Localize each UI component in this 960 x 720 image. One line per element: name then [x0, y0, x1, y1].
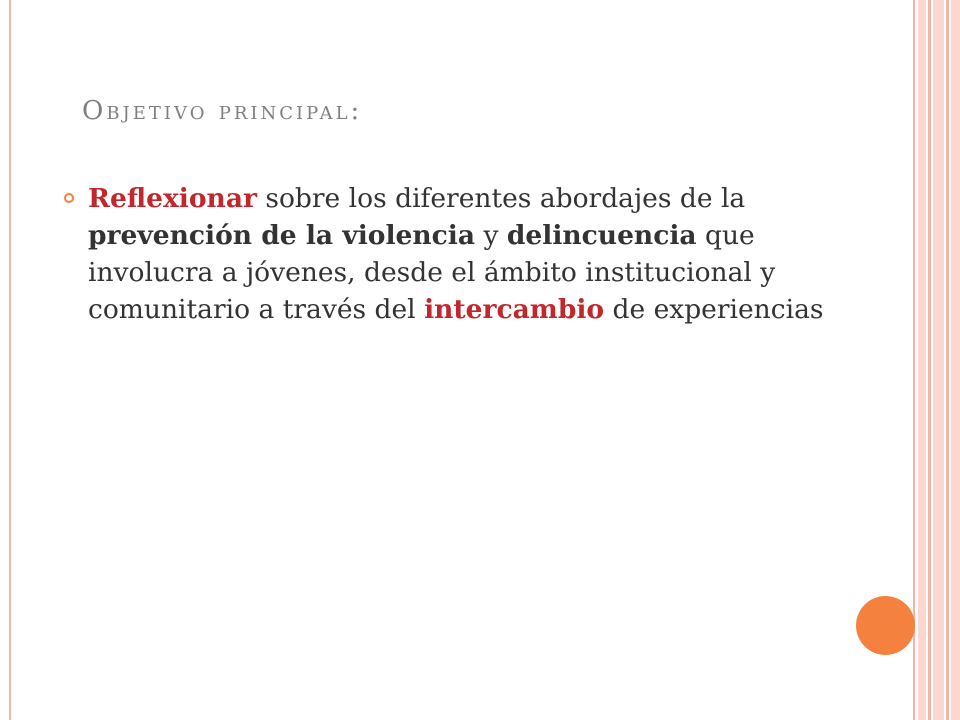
right-border-stripe [933, 0, 944, 720]
bullet-text-segment: que involucra a jóvenes, desde el ámbito institucional y comunitario a través del [88, 220, 776, 325]
bullet-text-segment: de experiencias [604, 294, 824, 325]
bullet-text [88, 180, 828, 328]
orange-circle-decoration [856, 596, 915, 655]
right-border-stripe [951, 0, 960, 720]
slide-title: Objetivo principal: [82, 96, 363, 126]
hollow-circle-bullet-icon [64, 193, 74, 203]
bullet-keyword: Reflexionar [88, 183, 257, 214]
right-border-stripe [946, 0, 949, 720]
right-border-stripe [918, 0, 926, 720]
bullet-keyword: intercambio [424, 294, 605, 325]
bullet-text-segment: y [475, 220, 507, 251]
right-border-stripe [928, 0, 931, 720]
bullet-emphasis: delincuencia [506, 220, 697, 251]
bullet-emphasis: prevención de la violencia [88, 220, 476, 251]
bullet-text-segment: sobre los diferentes abordajes de la [256, 183, 746, 214]
